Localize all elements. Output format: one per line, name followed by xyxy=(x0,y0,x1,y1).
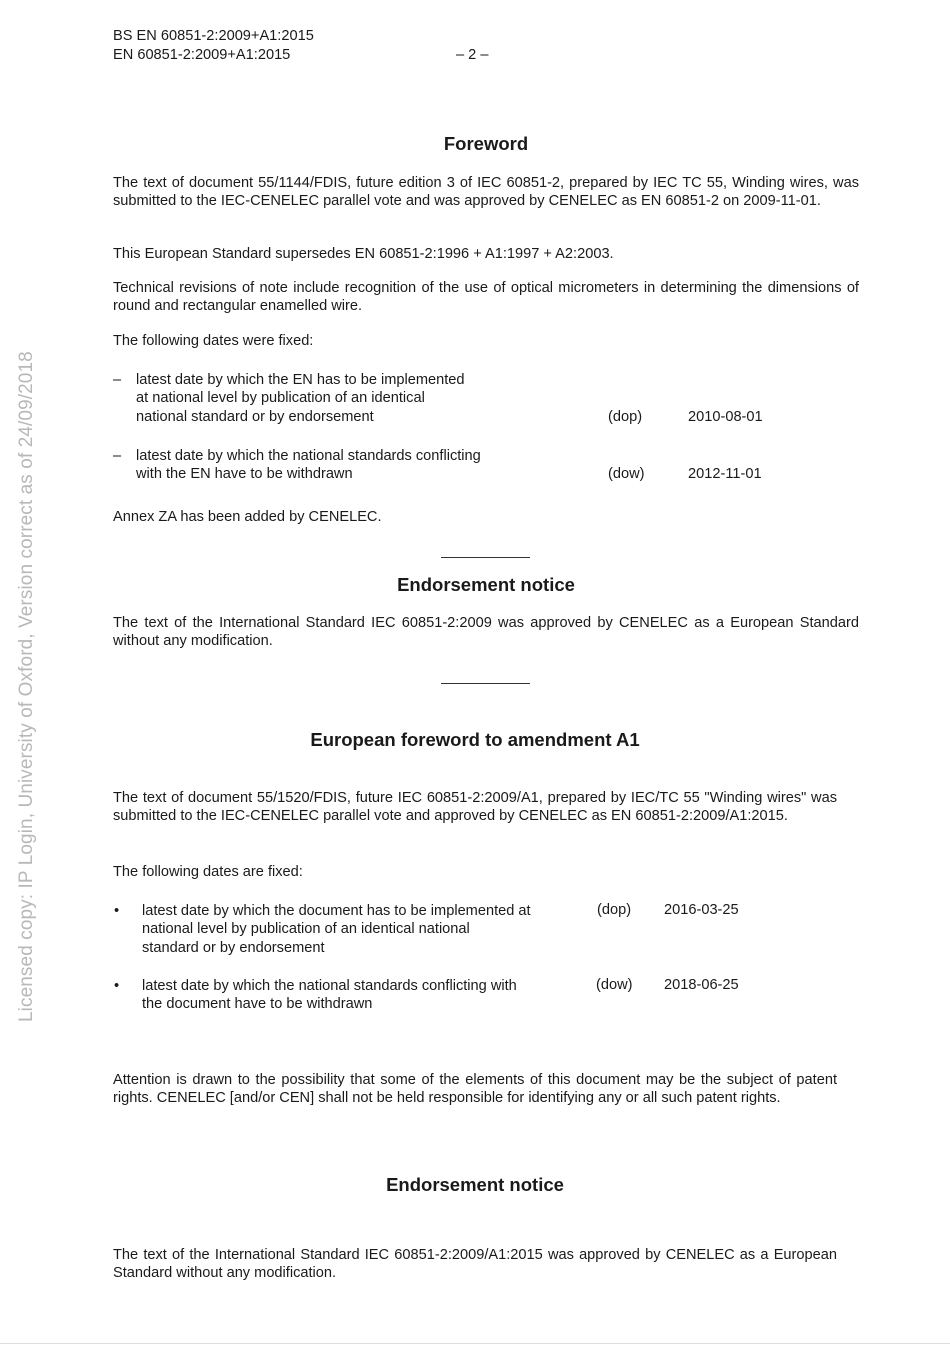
endorsement-notice-text: The text of the International Standard IEC 60851-2:2009 was approved by CENELEC as a European Standard without any modification. xyxy=(113,615,859,650)
document-header xyxy=(113,27,314,65)
license-watermark: Licensed copy: IP Login, University of Oxford, Version correct as of 24/09/2018 xyxy=(16,351,37,1022)
page-edge xyxy=(0,1343,950,1344)
list-item-text-line: national standard or by endorsement xyxy=(136,408,374,425)
list-item-text-line: latest date by which the national standards conflicting xyxy=(136,448,481,464)
header-en-designation: EN 60851-2:2009+A1:2015 xyxy=(113,47,291,63)
list-item-text-line: at national level by publication of an identical xyxy=(136,390,425,407)
endorsement-notice-title: Endorsement notice xyxy=(397,574,575,595)
date-value: 2012-11-01 xyxy=(688,466,762,483)
dot-bullet: • xyxy=(114,903,120,919)
foreword-paragraph-1: The text of document 55/1144/FDIS, future edition 3 of IEC 60851-2, prepared by IEC TC 55, Winding wires, was submitted to the IEC-CENELEC parallel vote and was approved by CENELEC as EN 60851-2 on 2009-11-01. xyxy=(113,175,859,210)
foreword-paragraph-5: Annex ZA has been added by CENELEC. xyxy=(113,509,382,525)
list-item-text-line: with the EN have to be withdrawn xyxy=(136,466,353,483)
amendment-paragraph-1: The text of document 55/1520/FDIS, future IEC 60851-2:2009/A1, prepared by IEC/TC 55 "Winding wires" was submitted to the IEC-CENELEC parallel vote and approved by CENELEC as EN 60851-2:2009/A1:2015. xyxy=(113,790,837,825)
foreword-paragraph-2: This European Standard supersedes EN 60851-2:1996 + A1:1997 + A2:2003. xyxy=(113,246,614,262)
section-divider xyxy=(441,557,530,558)
date-code-label: (dow) xyxy=(608,466,645,483)
foreword-paragraph-3: Technical revisions of note include recognition of the use of optical micrometers in determining the dimensions of round and rectangular enamelled wire. xyxy=(113,280,859,315)
list-item-text-line: latest date by which the EN has to be implemented xyxy=(136,372,465,388)
date-value: 2010-08-01 xyxy=(688,408,763,425)
list-item-text-line: latest date by which the national standards conflicting with xyxy=(142,978,517,994)
date-code-label: (dow) xyxy=(596,977,633,993)
list-item-text-line: standard or by endorsement xyxy=(142,939,325,956)
dot-bullet: • xyxy=(114,978,120,994)
endorsement-notice-text: The text of the International Standard IEC 60851-2:2009/A1:2015 was approved by CENELEC as a European Standard without any modification. xyxy=(113,1247,837,1282)
date-value: 2016-03-25 xyxy=(664,902,739,918)
dash-bullet: – xyxy=(113,448,122,464)
amendment-foreword-title: European foreword to amendment A1 xyxy=(310,729,640,750)
date-code-label: (dop) xyxy=(608,408,643,425)
patent-rights-paragraph: Attention is drawn to the possibility that some of the elements of this document may be the subject of patent rights. CENELEC [and/or CEN] shall not be held responsible for identifying any or all such patent rights. xyxy=(113,1072,837,1107)
list-item-text-line: the document have to be withdrawn xyxy=(142,996,373,1013)
date-code-label: (dop) xyxy=(597,902,632,918)
date-value: 2018-06-25 xyxy=(664,977,739,993)
list-item-text-line: latest date by which the document has to be implemented at xyxy=(142,903,531,919)
endorsement-notice-title: Endorsement notice xyxy=(386,1174,564,1195)
dash-bullet: – xyxy=(113,372,122,388)
page-number: – 2 – xyxy=(456,47,489,63)
foreword-paragraph-4: The following dates were fixed: xyxy=(113,333,314,349)
foreword-title: Foreword xyxy=(443,133,529,154)
header-bs-designation: BS EN 60851-2:2009+A1:2015 xyxy=(113,28,314,44)
section-divider xyxy=(441,683,530,684)
amendment-paragraph-2: The following dates are fixed: xyxy=(113,864,303,880)
list-item-text-line: national level by publication of an identical national xyxy=(142,921,470,938)
